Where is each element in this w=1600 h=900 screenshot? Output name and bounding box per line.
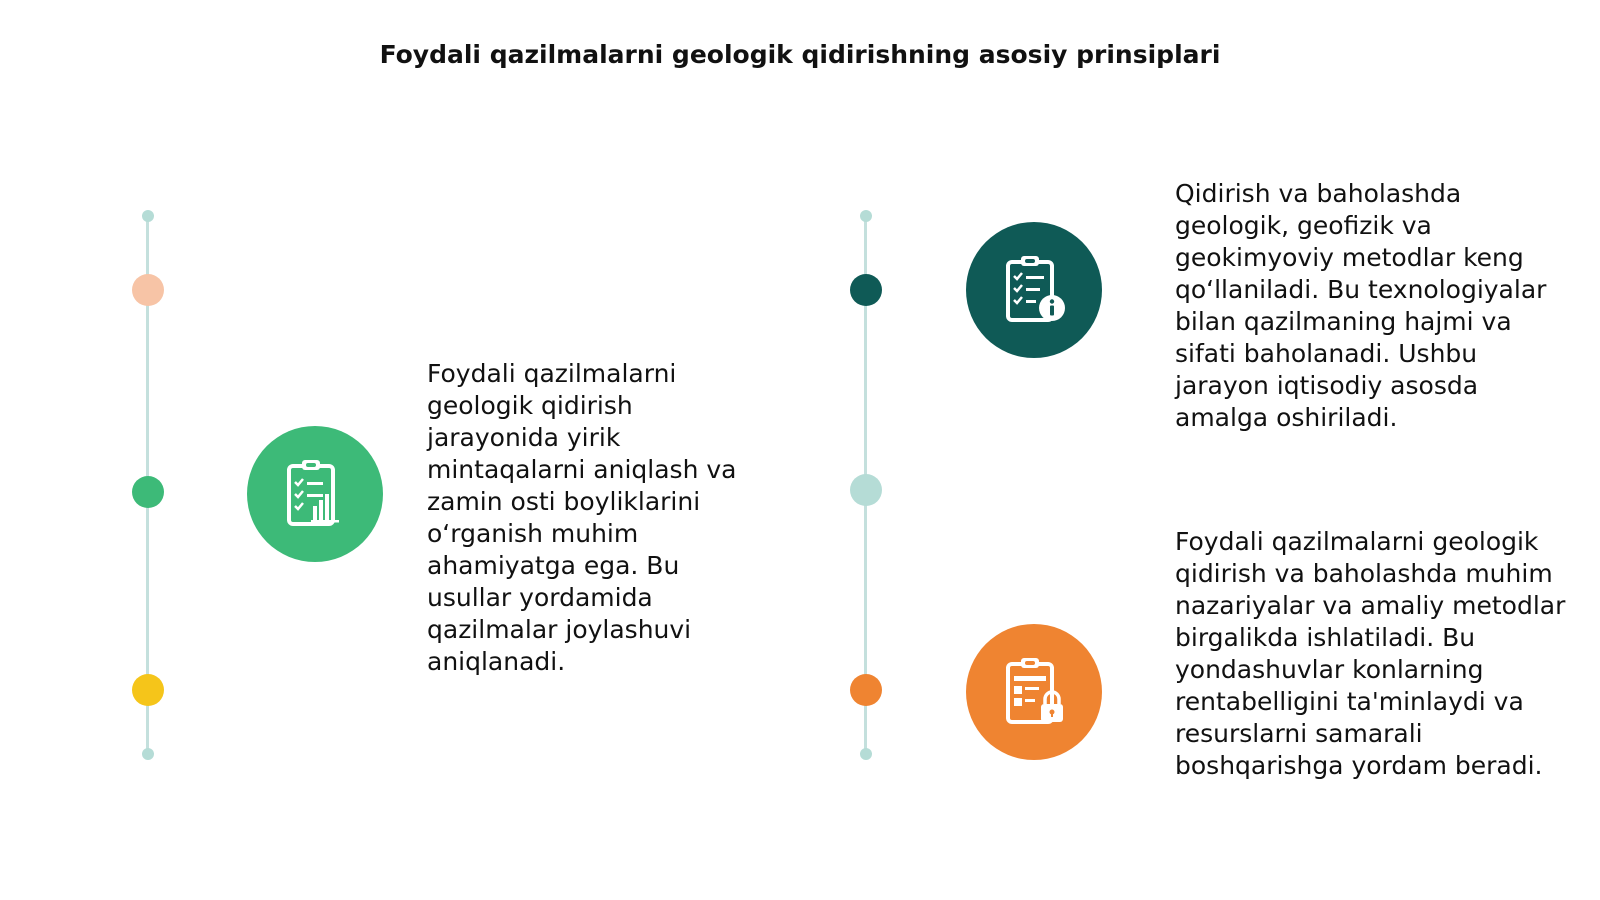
item-1-text: Foydali qazilmalarni geologik qidirish jarayonida yirik mintaqalarni aniqlash va zamin osti boyliklarini o‘rganish muhim ahamiyatga ega. Bu usullar yordamida qazilmalar joylashuvi aniqlanadi. <box>427 359 737 676</box>
timeline-end-dot <box>860 748 872 760</box>
clipboard-chart-icon <box>275 454 355 534</box>
clipboard-lock-icon <box>994 652 1074 732</box>
item-1-icon-circle <box>247 426 383 562</box>
item-3-text: Foydali qazilmalarni geologik qidirish va baholashda muhim nazariyalar va amaliy metodlar birgalikda ishlatiladi. Bu yondashuvlar konlarning rentabelligini ta'minlaydi va resurslarni samarali boshqarishga yordam beradi. <box>1175 527 1566 780</box>
timeline-dot-green <box>132 476 164 508</box>
timeline-dot-teal <box>850 274 882 306</box>
item-2-text: Qidirish va baholashda geologik, geofizik va geokimyoviy metodlar keng qo‘llaniladi. Bu texnologiyalar bilan qazilmaning hajmi va sifati baholanadi. Ushbu jarayon iqtisodiy asosda amalga oshiriladi. <box>1175 179 1547 432</box>
timeline-end-dot <box>142 748 154 760</box>
timeline-dot-yellow <box>132 674 164 706</box>
timeline-left <box>128 210 168 770</box>
timeline-end-dot <box>860 210 872 222</box>
timeline-dot-peach <box>132 274 164 306</box>
clipboard-info-icon <box>994 250 1074 330</box>
timeline-dot-orange <box>850 674 882 706</box>
item-3-icon-circle <box>966 624 1102 760</box>
timeline-right <box>846 210 886 770</box>
timeline-dot-mint <box>850 474 882 506</box>
timeline-end-dot <box>142 210 154 222</box>
page-title: Foydali qazilmalarni geologik qidirishning asosiy prinsiplari <box>379 40 1221 69</box>
item-2-icon-circle <box>966 222 1102 358</box>
